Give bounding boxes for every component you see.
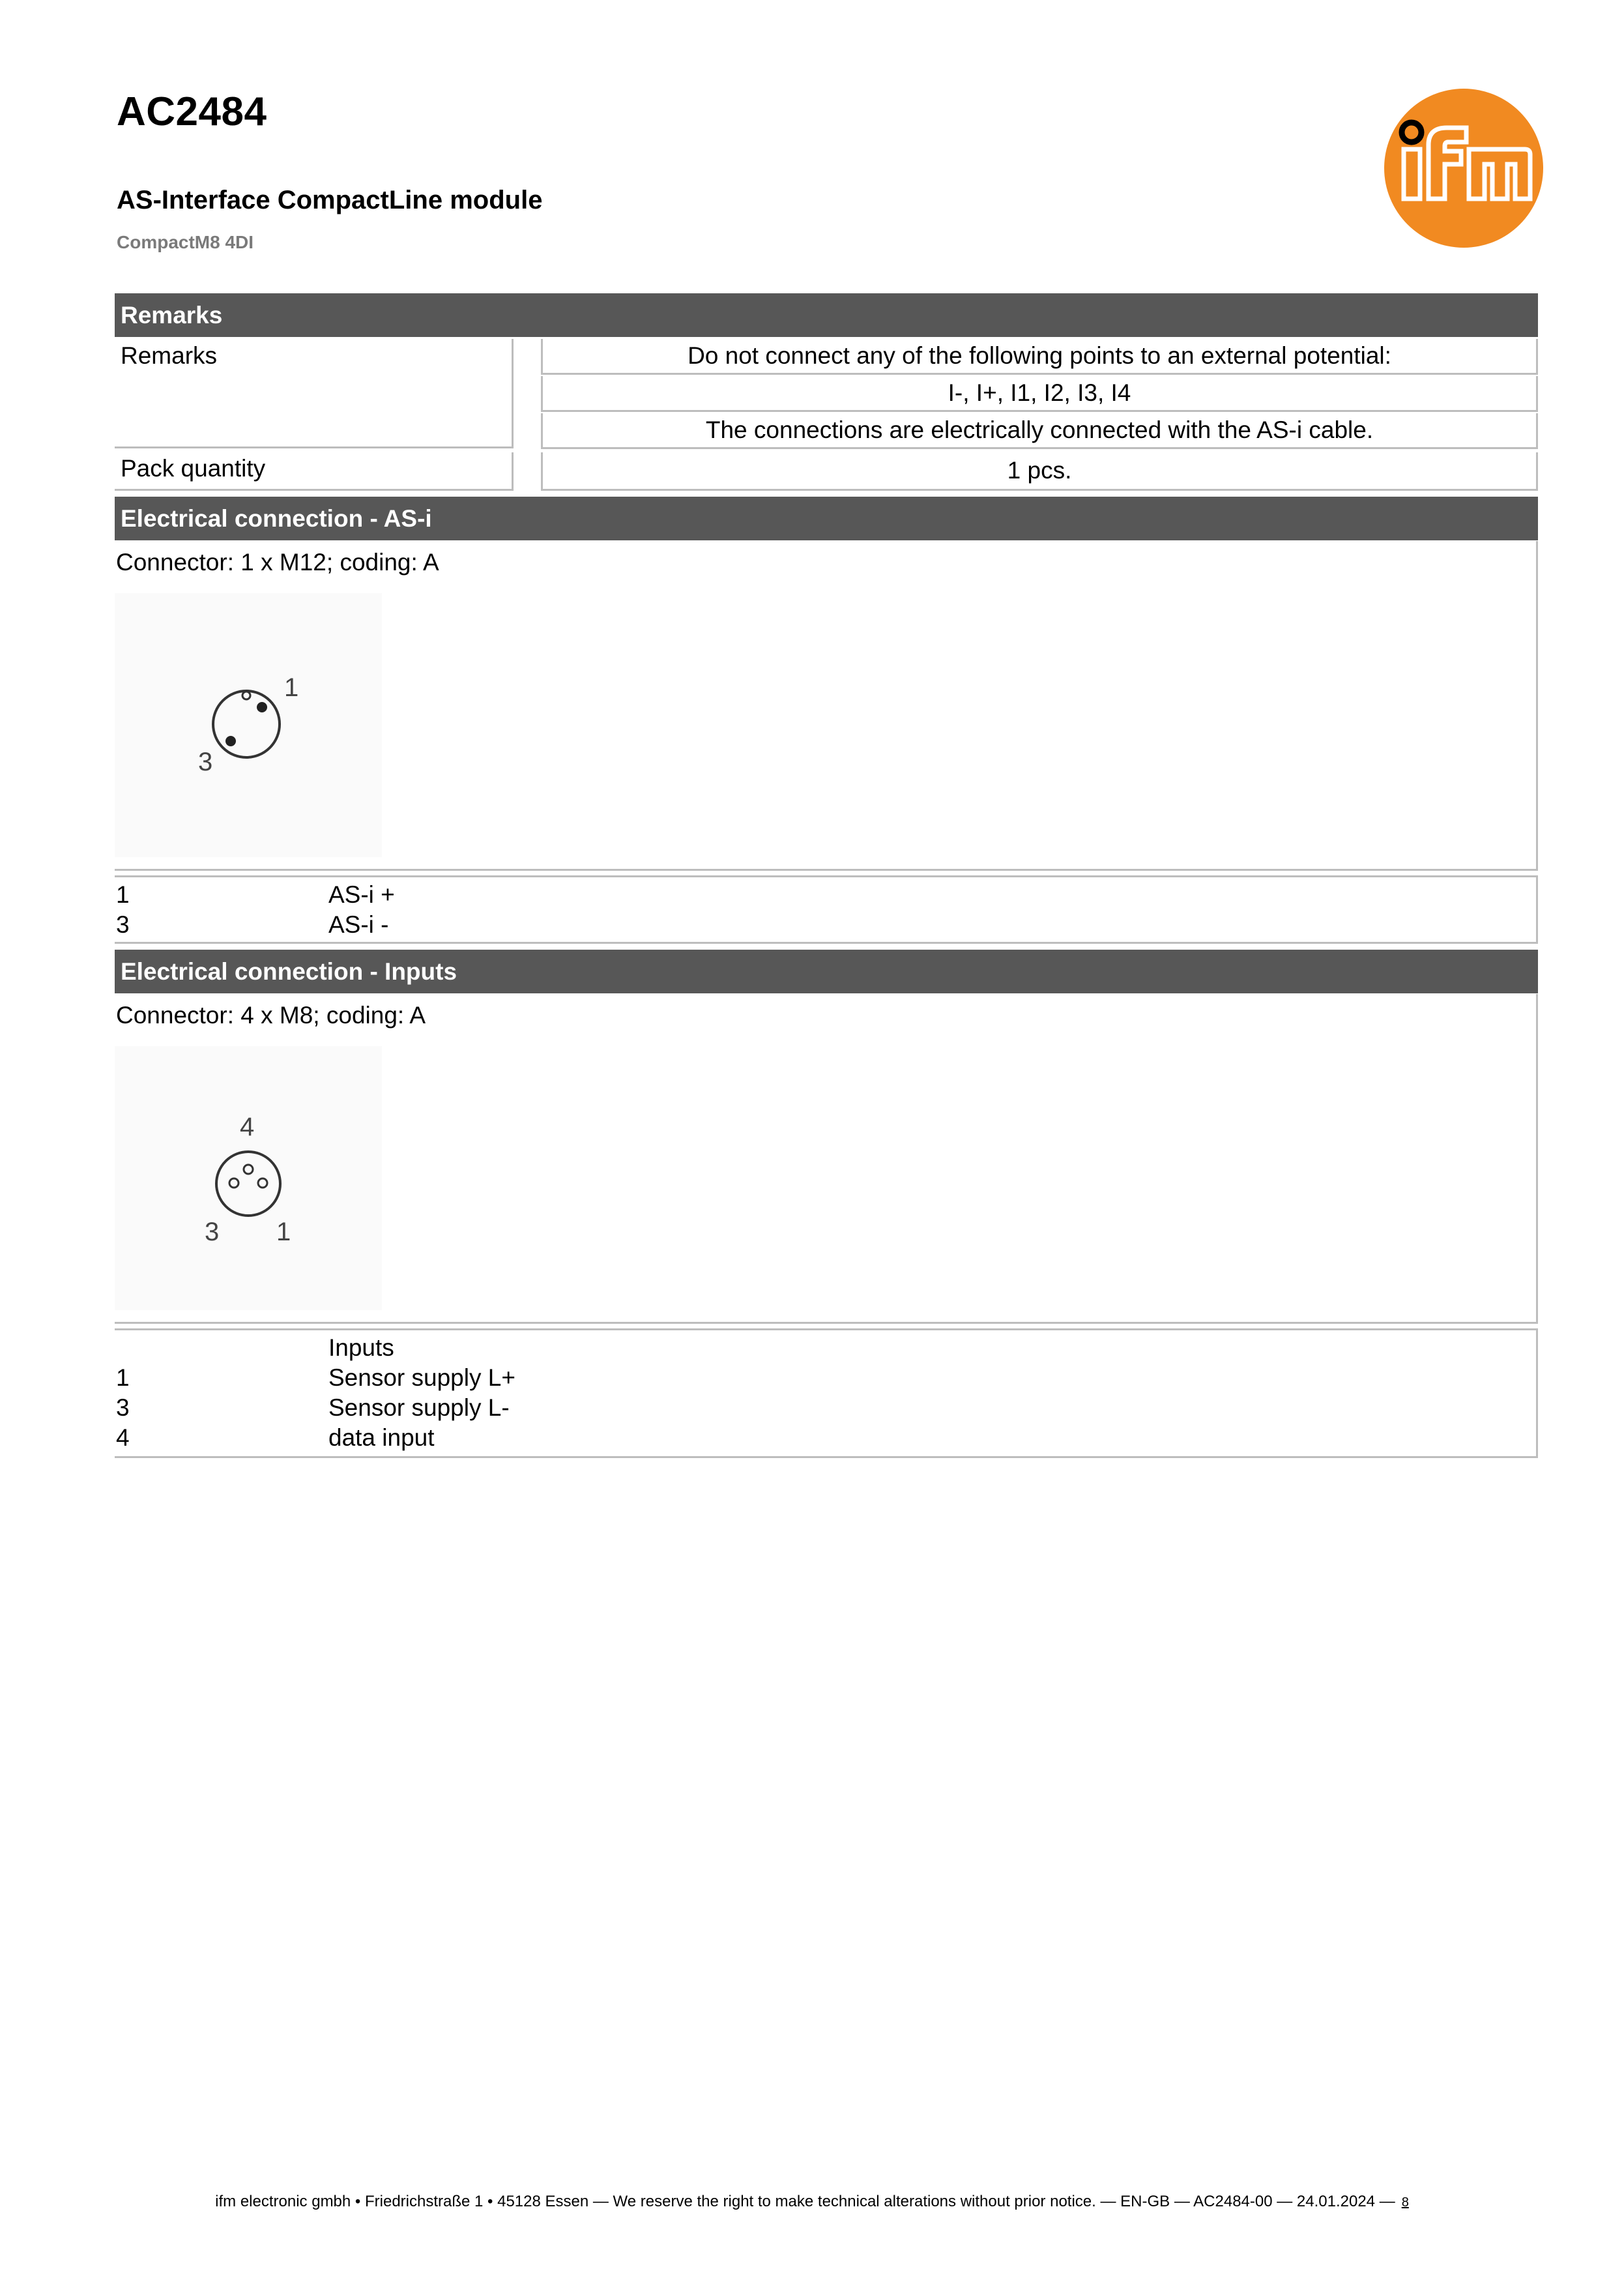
product-name: AS-Interface CompactLine module xyxy=(117,186,543,214)
pin-number: 3 xyxy=(116,1394,130,1421)
svg-text:ifm: ifm xyxy=(1464,242,1466,243)
inputs-connector-label: Connector: 4 x M8; coding: A xyxy=(116,1002,426,1029)
remarks-label: Remarks xyxy=(115,339,514,448)
table-row xyxy=(115,1393,1536,1423)
footer-text: ifm electronic gmbh • Friedrichstraße 1 • 45128 Essen — We reserve the right to make technical alterations without prior notice. — EN-GB — AC2484-00 — 24.01.2024 — xyxy=(215,2193,1395,2210)
pin-table-header: Inputs xyxy=(328,1334,394,1361)
page-footer xyxy=(0,2193,1624,2211)
m8-pin-label-4: 4 xyxy=(240,1113,255,1141)
product-variant: CompactM8 4DI xyxy=(117,232,254,252)
product-code: AC2484 xyxy=(117,89,267,134)
asi-pin-table xyxy=(115,875,1538,944)
asi-connector-label: Connector: 1 x M12; coding: A xyxy=(116,549,439,576)
section-header-asi: Electrical connection - AS-i xyxy=(115,497,1538,540)
m12-pin-label-3: 3 xyxy=(198,748,213,776)
section-header-remarks: Remarks xyxy=(115,293,1538,337)
pin-description: data input xyxy=(328,1424,435,1451)
asi-connector-box xyxy=(115,541,1538,871)
pack-quantity-label: Pack quantity xyxy=(115,452,514,491)
remarks-value-1: Do not connect any of the following points to an external potential: xyxy=(541,339,1538,375)
pin-number: 3 xyxy=(116,911,130,938)
table-header-row xyxy=(115,1333,1536,1363)
pin-number: 1 xyxy=(116,881,130,908)
pin-description: AS-i - xyxy=(328,911,389,938)
pin-number: 4 xyxy=(116,1424,130,1451)
m8-pinout-diagram xyxy=(115,1046,382,1310)
m12-pinout-diagram xyxy=(115,593,382,857)
pin-description: AS-i + xyxy=(328,881,395,908)
table-row xyxy=(115,1423,1536,1453)
m8-pin-label-3: 3 xyxy=(205,1218,220,1246)
pin-description: Sensor supply L- xyxy=(328,1394,510,1421)
table-row xyxy=(115,910,1536,940)
inputs-connector-box xyxy=(115,994,1538,1324)
remarks-value-3: The connections are electrically connected with the AS-i cable. xyxy=(541,413,1538,449)
m12-pin-label-1: 1 xyxy=(284,673,299,702)
section-header-inputs: Electrical connection - Inputs xyxy=(115,950,1538,993)
footer-mark: 8 xyxy=(1401,2195,1409,2210)
pin-number: 1 xyxy=(116,1364,130,1391)
table-row xyxy=(115,880,1536,910)
table-row xyxy=(115,1363,1536,1393)
ifm-logo xyxy=(1383,87,1544,249)
pin-description: Sensor supply L+ xyxy=(328,1364,515,1391)
pack-quantity-value: 1 pcs. xyxy=(541,452,1538,491)
m8-pin-label-1: 1 xyxy=(276,1218,291,1246)
inputs-pin-table xyxy=(115,1328,1538,1458)
remarks-value-2: I-, I+, I1, I2, I3, I4 xyxy=(541,376,1538,412)
